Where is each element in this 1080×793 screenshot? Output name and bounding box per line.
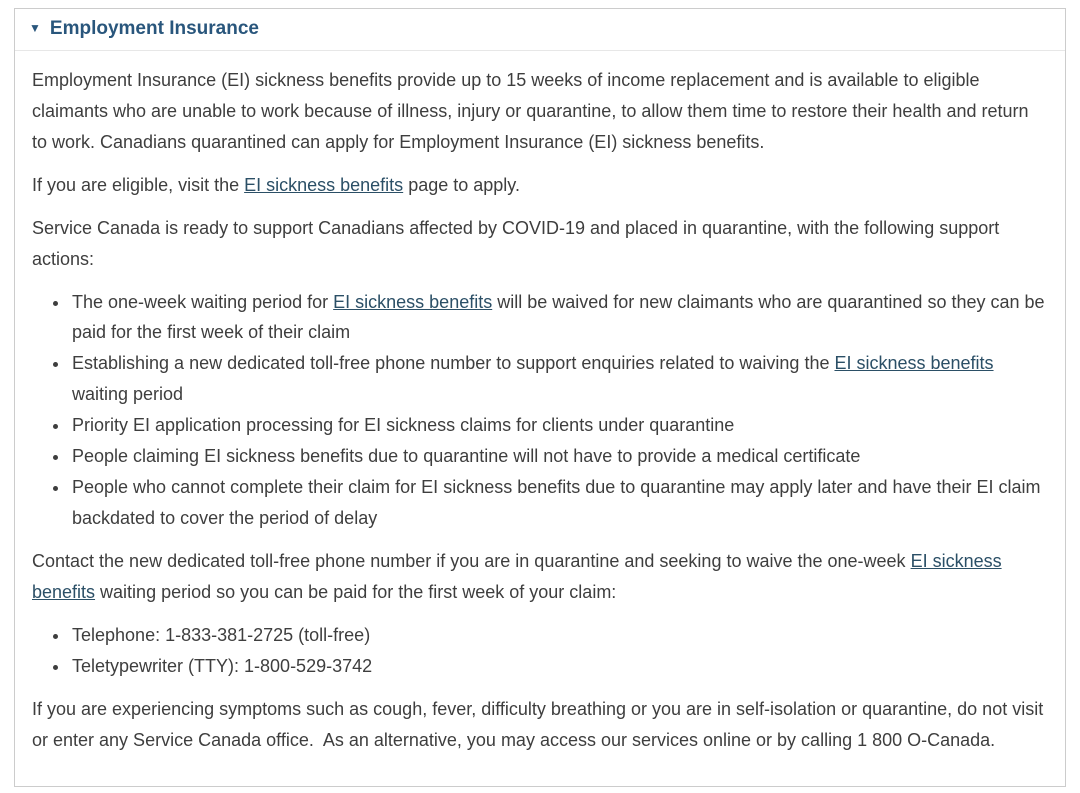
- list-item: • Establishing a new dedicated toll-free phone number to support enquiries related to waiving the EI sickness benefits waiting period: [70, 348, 1047, 410]
- triangle-down-icon: ▼: [29, 21, 41, 36]
- bullet-list: [32, 287, 1047, 535]
- employment-insurance-accordion: [14, 8, 1066, 787]
- ei-sickness-benefits-link[interactable]: EI sickness benefits: [32, 551, 1002, 603]
- accordion-summary[interactable]: [15, 9, 1065, 51]
- accordion-title: Employment Insurance: [49, 18, 259, 39]
- list-item: • People claiming EI sickness benefits due to quarantine will not have to provide a medical certificate: [70, 441, 1047, 472]
- list-item: • People who cannot complete their claim for EI sickness benefits due to quarantine may apply later and have their EI claim backdated to cover the period of delay: [70, 472, 1047, 534]
- paragraph: If you are eligible, visit the EI sickness benefits page to apply.: [32, 174, 520, 195]
- ei-sickness-benefits-link[interactable]: EI sickness benefits: [244, 174, 404, 195]
- list-item: • Teletypewriter (TTY): 1-800-529-3742: [70, 651, 1047, 682]
- accordion-content: [15, 51, 1065, 784]
- list-item: • The one-week waiting period for EI sickness benefits will be waived for new claimants who are quarantined so they can be paid for the first week of their claim: [70, 287, 1047, 349]
- paragraph: Contact the new dedicated toll-free phone number if you are in quarantine and seeking to waive the one-week EI sickness benefits waiting period so you can be paid for the first week of your claim:: [32, 551, 1002, 603]
- bullet-list: [32, 620, 1047, 682]
- paragraph: If you are experiencing symptoms such as cough, fever, difficulty breathing or you are in self-isolation or quarantine, do not visit or enter any Service Canada office. As an alternative, you may access our services online or by calling 1 800 O-Canada.: [32, 698, 1044, 750]
- paragraph: Service Canada is ready to support Canadians affected by COVID-19 and placed in quarantine, with the following support actions:: [32, 217, 1000, 269]
- list-item: • Telephone: 1-833-381-2725 (toll-free): [70, 620, 1047, 651]
- list-item: • Priority EI application processing for EI sickness claims for clients under quarantine: [70, 410, 1047, 441]
- paragraph: Employment Insurance (EI) sickness benefits provide up to 15 weeks of income replacement and is available to eligible claimants who are unable to work because of illness, injury or quarantine, to allow them time to restore their health and return to work. Canadians quarantined can apply for Employment Insurance (EI) sickness benefits.: [32, 69, 1029, 152]
- ei-sickness-benefits-link[interactable]: EI sickness benefits: [834, 353, 994, 374]
- ei-sickness-benefits-link[interactable]: EI sickness benefits: [333, 291, 493, 312]
